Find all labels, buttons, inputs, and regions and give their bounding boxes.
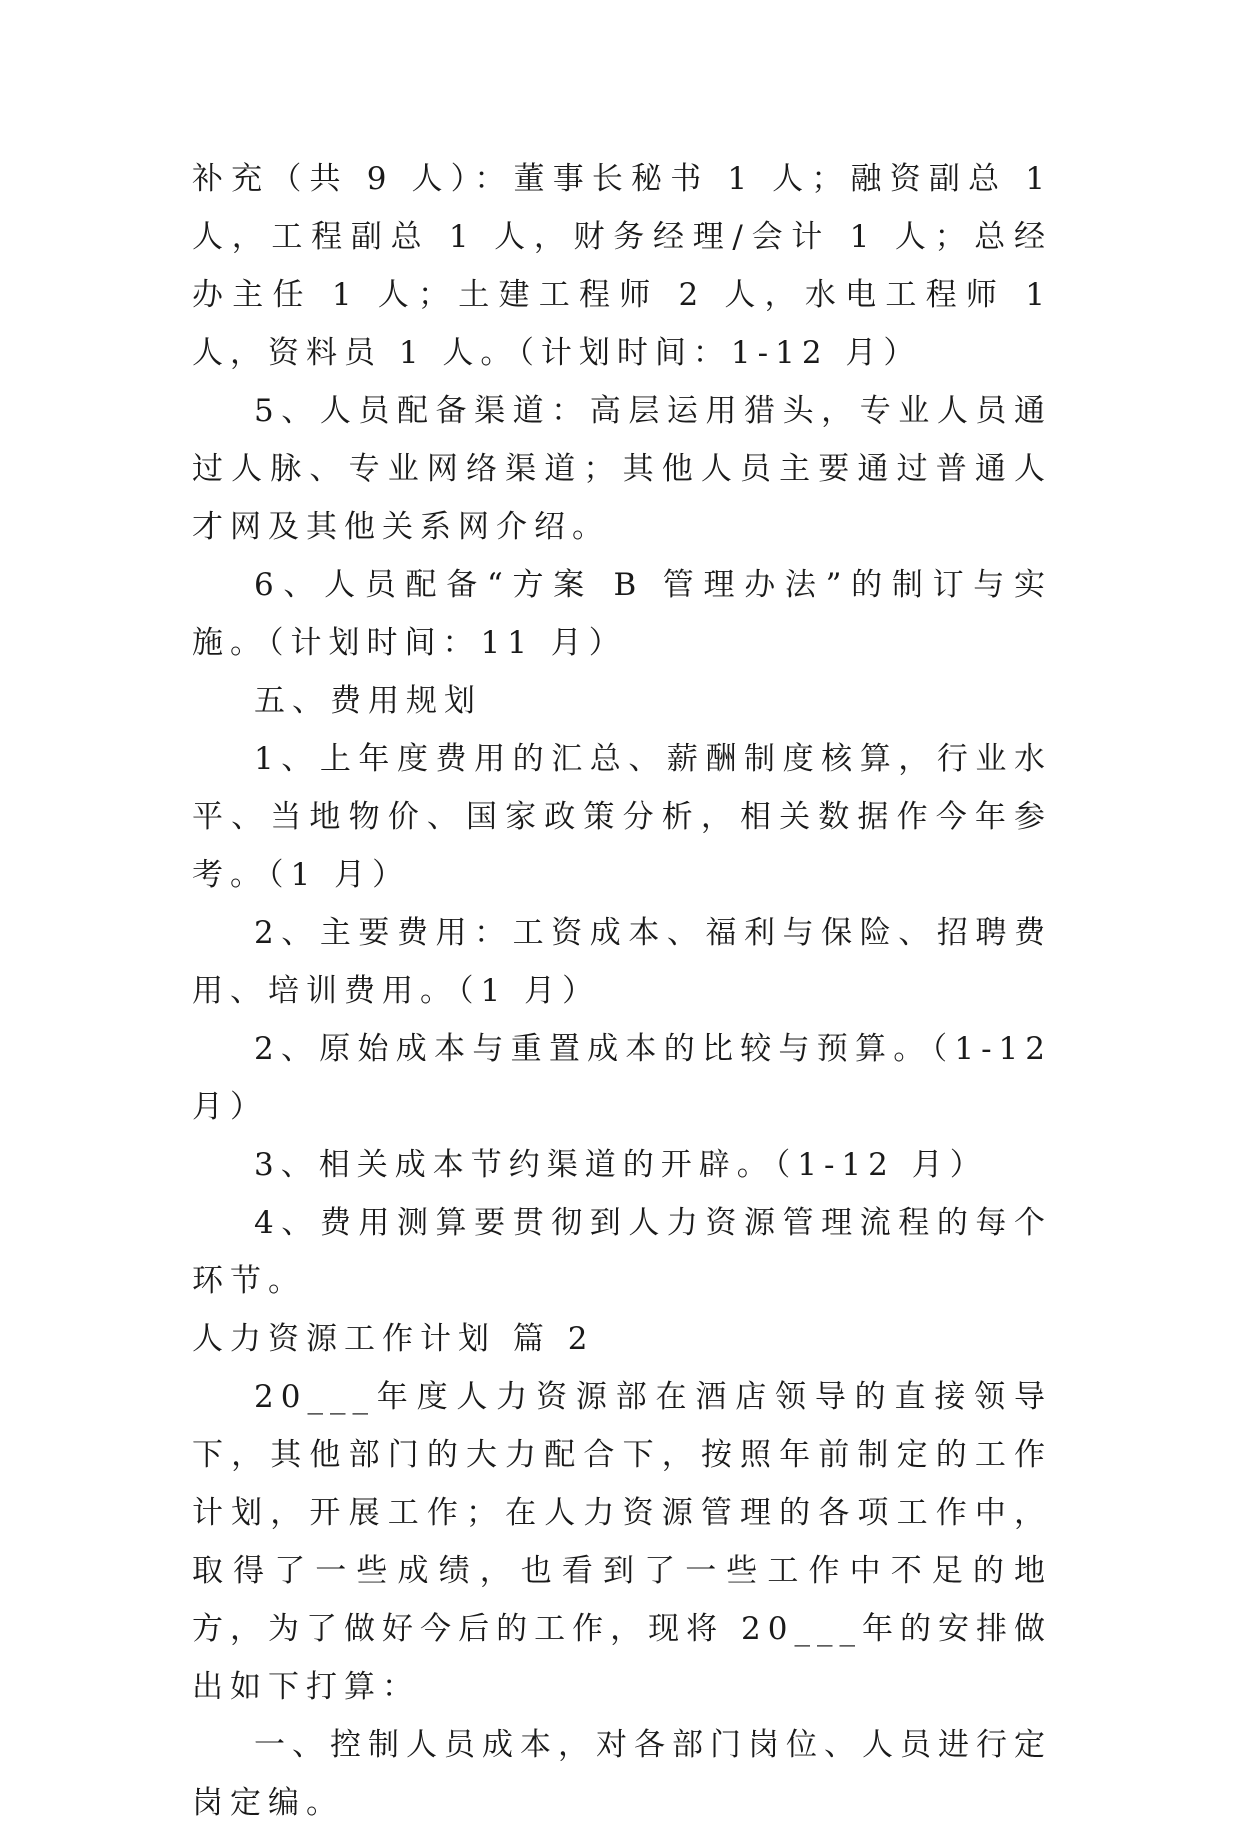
paragraph-annual-intro: 20___年度人力资源部在酒店领导的直接领导下，其他部门的大力配合下，按照年前制定的工作计划，开展工作；在人力资源管理的各项工作中，取得了一些成绩，也看到了一些工作中不足的地方，为了做好今后的工作，现将 20___年的安排做出如下打算： (192, 1379, 1052, 1705)
paragraph-main-costs: 2、主要费用：工资成本、福利与保险、招聘费用、培训费用。（1 月） (192, 915, 1052, 1009)
paragraph-cost-summary: 1、上年度费用的汇总、薪酬制度核算，行业水平、当地物价、国家政策分析，相关数据作今年参考。（1 月） (192, 741, 1052, 893)
paragraph-cost-comparison: 2、原始成本与重置成本的比较与预算。（1-12 月） (192, 1031, 1052, 1125)
paragraph-staffing-supplement: 补充（共 9 人）：董事长秘书 1 人；融资副总 1 人，工程副总 1 人，财务经理/会计 1 人；总经办主任 1 人；土建工程师 2 人，水电工程师 1 人，资料员 1 人。（计划时间：1-12 月） (192, 161, 1053, 371)
paragraph-cost-saving: 3、相关成本节约渠道的开辟。（1-12 月） (254, 1147, 988, 1183)
document-page (192, 150, 1052, 1832)
paragraph-staffing-channels: 5、人员配备渠道：高层运用猎头，专业人员通过人脉、专业网络渠道；其他人员主要通过普通人才网及其他关系网介绍。 (192, 393, 1052, 545)
paragraph-plan-b: 6、人员配备“方案 B 管理办法”的制订与实施。（计划时间：11 月） (192, 567, 1052, 661)
paragraph-cost-estimation: 4、费用测算要贯彻到人力资源管理流程的每个环节。 (192, 1205, 1052, 1299)
section-heading-cost-planning: 五、费用规划 (254, 683, 482, 719)
paragraph-control-costs: 一、控制人员成本，对各部门岗位、人员进行定岗定编。 (192, 1727, 1052, 1821)
article-title: 人力资源工作计划 篇 2 (192, 1321, 595, 1357)
